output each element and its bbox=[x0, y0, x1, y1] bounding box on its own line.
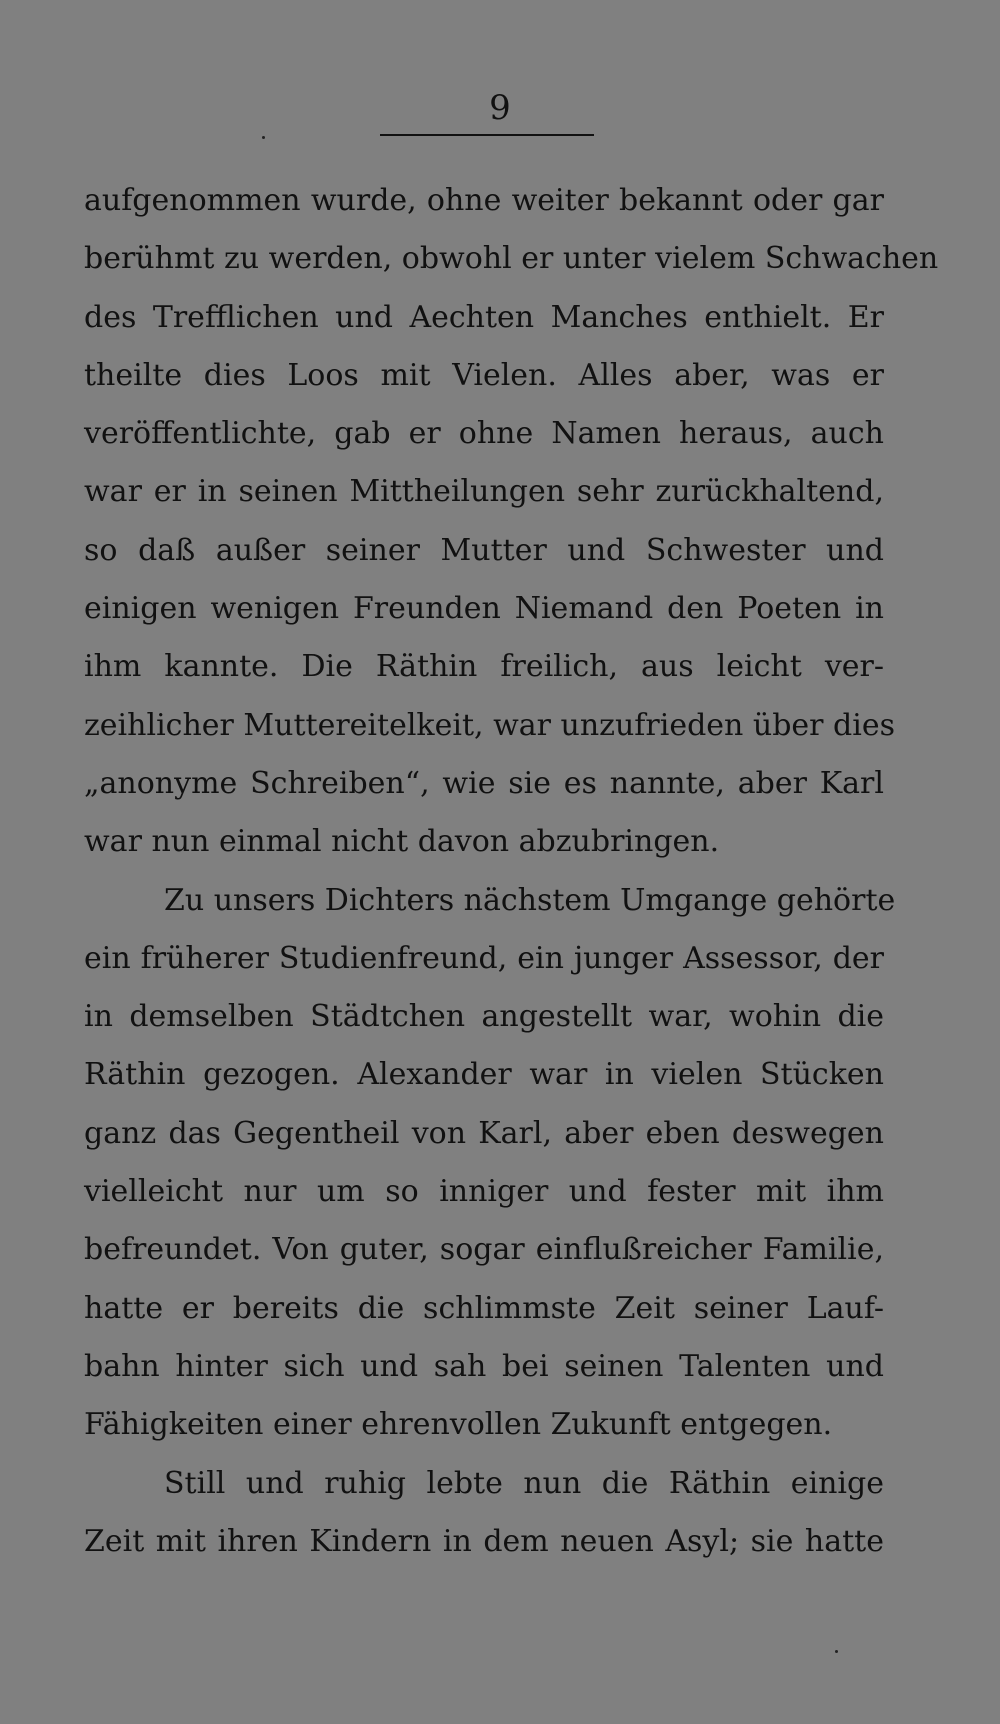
text-line: vielleicht nur um so inniger und fester mit ihm bbox=[84, 1174, 884, 1210]
paragraph-1 bbox=[84, 172, 939, 872]
page-number: 9 bbox=[489, 88, 511, 128]
text-line: „anonyme Schreiben“, wie sie es nannte, aber Karl bbox=[84, 765, 884, 801]
text-line: Still und ruhig lebte nun die Räthin einige bbox=[164, 1465, 884, 1501]
text-line: zeihlicher Muttereitelkeit, war unzufrieden über dies bbox=[84, 707, 895, 743]
text-line: in demselben Städtchen angestellt war, wohin die bbox=[84, 999, 884, 1035]
paragraph-3 bbox=[84, 1455, 884, 1572]
text-line: Zeit mit ihren Kindern in dem neuen Asyl; sie hatte bbox=[84, 1523, 884, 1559]
text-line: ihm kannte. Die Räthin freilich, aus leicht ver- bbox=[84, 649, 884, 685]
text-line: ganz das Gegentheil von Karl, aber eben deswegen bbox=[84, 1115, 884, 1151]
text-line: Fähigkeiten einer ehrenvollen Zukunft entgegen. bbox=[84, 1407, 833, 1443]
text-line: hatte er bereits die schlimmste Zeit seiner Lauf- bbox=[84, 1290, 884, 1326]
text-line: berühmt zu werden, obwohl er unter vielem Schwachen bbox=[84, 241, 939, 277]
text-line: war nun einmal nicht davon abzubringen. bbox=[84, 824, 720, 860]
text-line: Räthin gezogen. Alexander war in vielen Stücken bbox=[84, 1057, 884, 1093]
header-rule bbox=[380, 134, 594, 136]
text-line: bahn hinter sich und sah bei seinen Talenten und bbox=[84, 1348, 884, 1384]
text-line: so daß außer seiner Mutter und Schwester und bbox=[84, 532, 884, 568]
text-line: befreundet. Von guter, sogar einflußreicher Familie, bbox=[84, 1232, 884, 1268]
text-line: einigen wenigen Freunden Niemand den Poeten in bbox=[84, 591, 884, 627]
text-line: war er in seinen Mittheilungen sehr zurückhaltend, bbox=[84, 474, 884, 510]
print-speck bbox=[835, 1650, 838, 1653]
text-line: Zu unsers Dichters nächstem Umgange gehörte bbox=[164, 882, 896, 918]
print-speck bbox=[262, 136, 265, 139]
paragraph-2 bbox=[84, 872, 896, 1455]
body-text bbox=[84, 172, 939, 1571]
text-line: ein früherer Studienfreund, ein junger Assessor, der bbox=[84, 940, 884, 976]
text-line: des Trefflichen und Aechten Manches enthielt. Er bbox=[84, 299, 884, 335]
text-line: aufgenommen wurde, ohne weiter bekannt oder gar bbox=[84, 183, 884, 218]
text-line: theilte dies Loos mit Vielen. Alles aber, was er bbox=[84, 357, 884, 393]
text-line: veröffentlichte, gab er ohne Namen heraus, auch bbox=[84, 416, 884, 452]
